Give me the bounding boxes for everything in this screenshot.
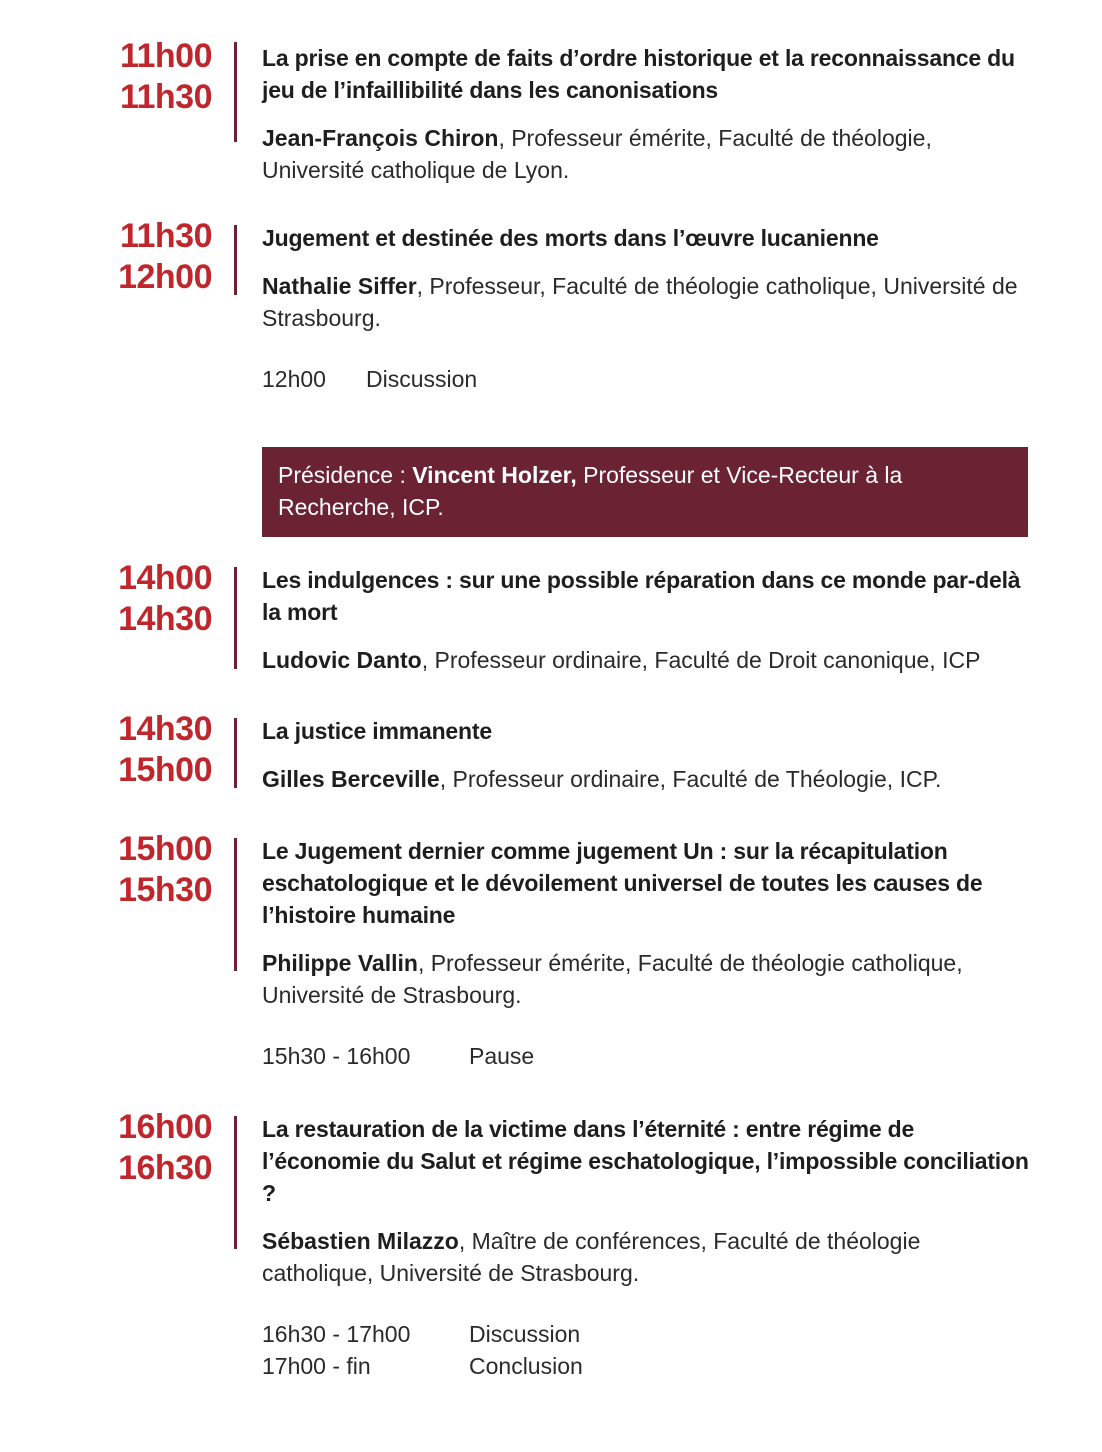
break-row [262,363,477,395]
speaker [262,1225,1037,1289]
session-divider [234,225,237,295]
break-row [262,1040,534,1072]
presidence-role: Professeur et Vice-Recteur à la Recherche, ICP. [278,462,903,520]
talk-title: La prise en compte de faits d’ordre historique et la reconnaissance du jeu de l’infaillibilité dans les canonisations [262,45,1015,103]
speaker-name: Philippe Vallin [262,950,418,976]
session-content [262,1113,1037,1289]
break-block [262,1318,583,1382]
break-time: 15h30 - 16h00 [262,1043,411,1069]
speaker-role: , Professeur ordinaire, Faculté de Théologie, ICP. [439,766,942,792]
speaker [262,270,1037,334]
break-label: Conclusion [469,1353,583,1379]
break-label: Discussion [366,366,478,392]
break-time: 17h00 - fin [262,1353,371,1379]
start-time: 14h30 [118,710,212,748]
session-divider [234,838,237,971]
presidence-prefix: Présidence : [278,462,413,488]
speaker-role: , Professeur, Faculté de théologie catholique, Université de Strasbourg. [262,273,1018,331]
end-time: 15h30 [118,871,212,909]
start-time: 11h30 [119,217,212,255]
session-time [0,1107,212,1189]
speaker [262,644,1037,676]
break-label: Pause [469,1043,535,1069]
start-time: 11h00 [119,37,212,75]
break-row [262,1350,583,1382]
break-block [262,363,477,395]
end-time: 14h30 [118,600,212,638]
session-divider [234,567,237,669]
session-content [262,715,1037,795]
break-label: Discussion [469,1321,581,1347]
session-content [262,564,1037,676]
break-row [262,1318,583,1350]
presidence-name: Vincent Holzer, [412,462,577,488]
start-time: 14h00 [118,559,212,597]
session-divider [234,1116,237,1249]
talk-title: Jugement et destinée des morts dans l’œuvre lucanienne [262,225,879,251]
speaker [262,947,1037,1011]
end-time: 11h30 [119,78,212,116]
break-time: 16h30 - 17h00 [262,1321,411,1347]
end-time: 15h00 [118,751,212,789]
start-time: 15h00 [118,830,212,868]
speaker-role: , Professeur émérite, Faculté de théologie catholique, Université de Strasbourg. [262,950,963,1008]
end-time: 12h00 [118,258,212,296]
break-time: 12h00 [262,366,326,392]
speaker [262,122,1037,186]
session-time [0,709,212,791]
speaker-role: , Professeur ordinaire, Faculté de Droit canonique, ICP [421,647,981,673]
talk-title: La justice immanente [262,718,492,744]
session-divider [234,718,237,788]
speaker-name: Sébastien Milazzo [262,1228,459,1254]
presidence-banner [262,447,1028,537]
speaker-role: , Maître de conférences, Faculté de théologie catholique, Université de Strasbourg. [262,1228,921,1286]
speaker-name: Gilles Berceville [262,766,440,792]
talk-title: La restauration de la victime dans l’éternité : entre régime de l’économie du Salut et régime eschatologique, l’impossible conciliation ? [262,1116,1029,1206]
talk-title: Les indulgences : sur une possible réparation dans ce monde par-delà la mort [262,567,1021,625]
session-time [0,558,212,640]
session-content [262,222,1037,334]
start-time: 16h00 [118,1108,212,1146]
session-content [262,835,1037,1011]
session-time [0,216,212,298]
break-block [262,1040,534,1072]
speaker-name: Nathalie Siffer [262,273,417,299]
session-content [262,42,1037,186]
talk-title: Le Jugement dernier comme jugement Un : sur la récapitulation eschatologique et le dévoilement universel de toutes les causes de l’histoire humaine [262,838,983,928]
session-divider [234,42,237,142]
session-time [0,36,212,118]
session-time [0,829,212,911]
speaker-role: , Professeur émérite, Faculté de théologie, Université catholique de Lyon. [262,125,932,183]
speaker-name: Ludovic Danto [262,647,422,673]
speaker [262,763,1037,795]
end-time: 16h30 [118,1149,212,1187]
speaker-name: Jean-François Chiron [262,125,499,151]
